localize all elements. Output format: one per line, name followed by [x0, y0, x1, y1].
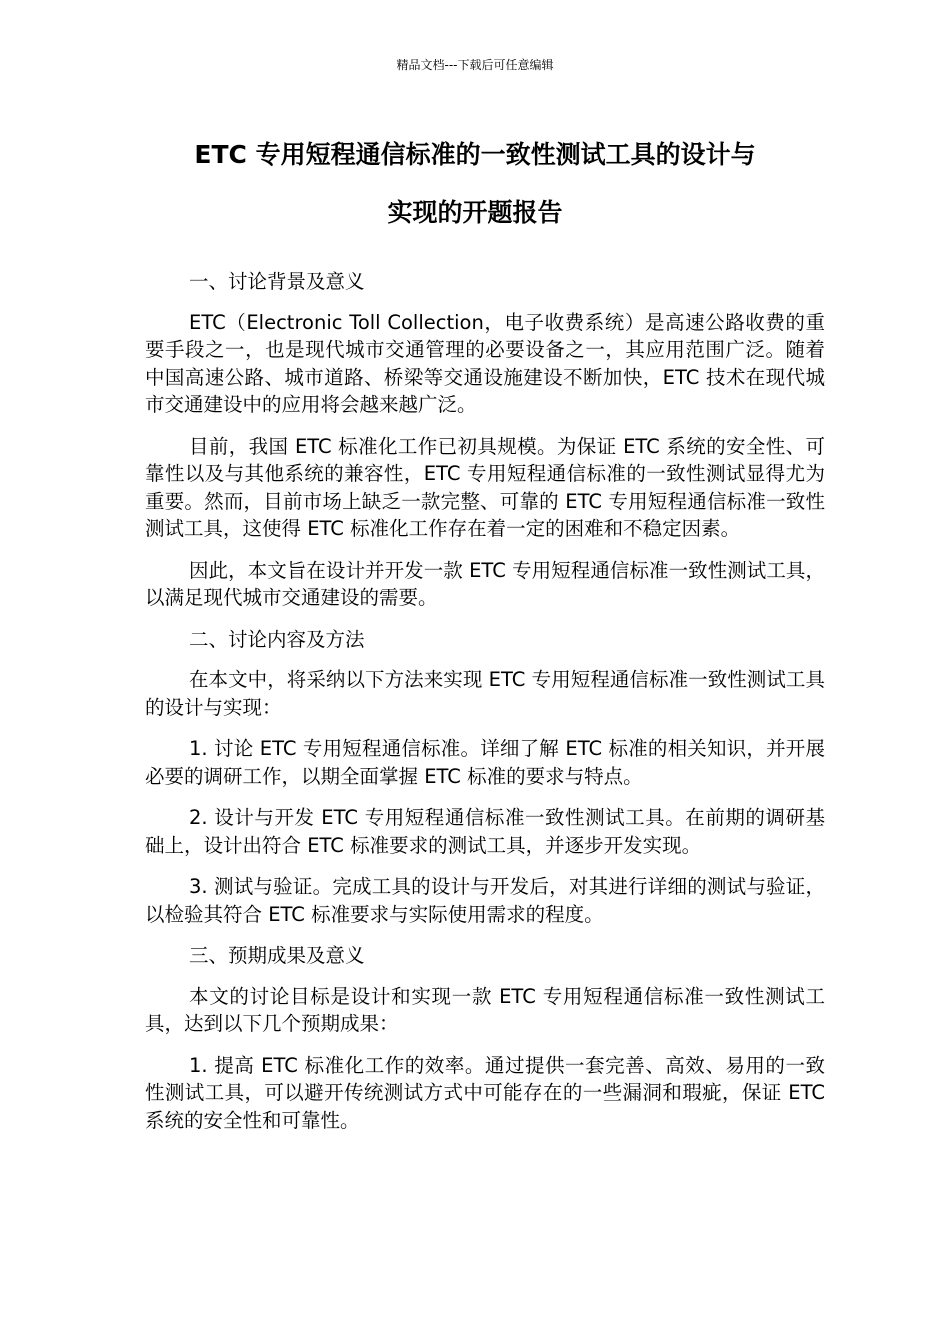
document-title-line-1: ETC 专用短程通信标准的一致性测试工具的设计与 — [194, 140, 756, 169]
list-item-method-3: 3. 测试与验证。完成工具的设计与开发后，对其进行详细的测试与验证，以检验其符合 ETC 标准要求与实际使用需求的程度。 — [145, 875, 825, 926]
section-heading-background: 一、讨论背景及意义 — [189, 270, 365, 293]
paragraph-purpose: 因此，本文旨在设计并开发一款 ETC 专用短程通信标准一致性测试工具，以满足现代城市交通建设的需要。 — [145, 558, 825, 609]
document-body — [145, 268, 825, 1148]
paragraph-etc-intro: ETC（Electronic Toll Collection，电子收费系统）是高速公路收费的重要手段之一，也是现代城市交通管理的必要设备之一，其应用范围广泛。随着中国高速公路、城市道路、桥梁等交通设施建设不断加快，ETC 技术在现代城市交通建设中的应用将会越来越广泛。 — [145, 310, 825, 416]
paragraph-methods-intro: 在本文中，将采纳以下方法来实现 ETC 专用短程通信标准一致性测试工具的设计与实现： — [145, 668, 825, 719]
section-heading-methods: 二、讨论内容及方法 — [189, 627, 365, 651]
paragraph-current-status: 目前，我国 ETC 标准化工作已初具规模。为保证 ETC 系统的安全性、可靠性以及与其他系统的兼容性，ETC 专用短程通信标准的一致性测试显得尤为重要。然而，目前市场上缺乏一款完整、可靠的 ETC 专用短程通信标准一致性测试工具，这使得 ETC 标准化工作存在着一定的困难和不稳定因素。 — [145, 434, 825, 540]
list-item-outcome-1: 1. 提高 ETC 标准化工作的效率。通过提供一套完善、高效、易用的一致性测试工具，可以避开传统测试方式中可能存在的一些漏洞和瑕疵，保证 ETC 系统的安全性和可靠性。 — [145, 1053, 825, 1132]
document-title-line-2: 实现的开题报告 — [387, 198, 563, 227]
paragraph-outcomes-intro: 本文的讨论目标是设计和实现一款 ETC 专用短程通信标准一致性测试工具，达到以下几个预期成果： — [145, 984, 825, 1035]
header-note: 精品文档---下载后可任意编辑 — [396, 58, 554, 72]
section-heading-outcomes: 三、预期成果及意义 — [189, 944, 365, 967]
list-item-method-2: 2. 设计与开发 ETC 专用短程通信标准一致性测试工具。在前期的调研基础上，设计出符合 ETC 标准要求的测试工具，并逐步开发实现。 — [145, 806, 825, 857]
list-item-method-1: 1. 讨论 ETC 专用短程通信标准。详细了解 ETC 标准的相关知识，并开展必要的调研工作，以期全面掌握 ETC 标准的要求与特点。 — [145, 737, 825, 788]
